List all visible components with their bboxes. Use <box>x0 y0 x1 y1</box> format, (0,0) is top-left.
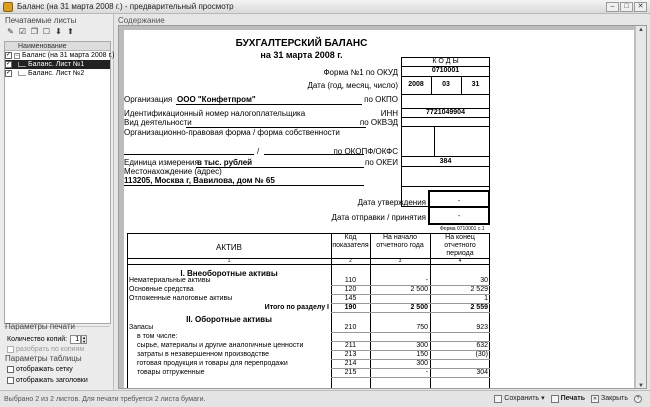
grid-line <box>401 166 490 167</box>
grid-line <box>428 207 490 208</box>
address-label: Местонахождение (адрес) <box>124 167 222 176</box>
okei-label: по ОКЕИ <box>365 158 398 167</box>
row-code: 210 <box>344 324 357 331</box>
row-name: Основные средства <box>129 286 194 293</box>
tree-connector <box>18 71 26 76</box>
show-grid-label: отображать сетку <box>16 366 73 373</box>
tree-item-checkbox[interactable]: ✓ <box>6 70 12 76</box>
row-name: готовая продукция и товары для перепродажи <box>137 360 288 367</box>
col-header-end: На конец отчетного периода <box>444 234 476 257</box>
row-name: в том числе: <box>137 333 178 340</box>
vertical-scrollbar[interactable] <box>635 26 646 389</box>
grid-line <box>434 126 435 156</box>
col-number: 4 <box>458 258 462 264</box>
okved-label: по ОКВЭД <box>359 118 398 127</box>
copy-icon[interactable]: ❐ <box>30 27 39 36</box>
printer-icon <box>551 395 559 403</box>
okopf-label: по ОКОПФ/ОКФС <box>333 147 398 156</box>
date-year: 2008 <box>408 81 424 88</box>
tree-connector <box>18 62 26 67</box>
tree-item-sheet-2[interactable] <box>5 69 110 78</box>
okpo-label: по ОКПО <box>364 95 398 104</box>
row-start: 750 <box>416 324 428 331</box>
row-end: 632 <box>476 342 488 349</box>
collate-checkbox[interactable] <box>7 346 14 353</box>
list-header-name[interactable]: Наименование <box>5 42 110 51</box>
tree-item-label: Баланс. Лист №1 <box>28 61 85 68</box>
scroll-down-icon[interactable]: ▼ <box>638 383 644 389</box>
row-end: 2 559 <box>470 304 488 311</box>
legal-form-slash: / <box>257 147 260 156</box>
move-up-icon[interactable]: ⬆ <box>67 27 74 36</box>
document-page <box>124 30 634 389</box>
unit-label: Единица измерения <box>124 158 199 167</box>
date-day: 31 <box>471 81 480 88</box>
row-name: Отложенные налоговые активы <box>129 295 233 302</box>
grid-line <box>401 156 490 157</box>
row-start: 150 <box>416 351 428 358</box>
save-label: Сохранить <box>504 395 540 402</box>
tree-item-checkbox[interactable]: ✓ <box>6 52 12 58</box>
approval-value: - <box>457 198 461 205</box>
show-grid-checkbox[interactable] <box>7 366 14 373</box>
row-start: 300 <box>416 342 428 349</box>
section-2-title: II. Оборотные активы <box>186 315 272 324</box>
row-name: затраты в незавершенном производстве <box>137 351 270 358</box>
row-end: 304 <box>476 369 488 376</box>
row-code: 211 <box>344 342 357 349</box>
form-label: Форма №1 по ОКУД <box>323 68 398 77</box>
edit-icon[interactable]: ✎ <box>7 27 14 36</box>
row-start: 2 500 <box>410 286 428 293</box>
row-code: 190 <box>344 304 357 311</box>
inn-value: 7721049904 <box>426 109 465 116</box>
tree-item-sheet-1[interactable] <box>5 60 110 69</box>
left-panel <box>0 14 114 390</box>
close-window-button[interactable]: ✕ <box>634 2 647 12</box>
activity-label: Вид деятельности <box>124 118 192 127</box>
row-code: 213 <box>344 351 357 358</box>
minimize-button[interactable]: – <box>606 2 619 12</box>
close-label: Закрыть <box>601 395 628 402</box>
print-label: Печать <box>560 395 586 402</box>
collapse-icon[interactable]: − <box>15 52 19 59</box>
show-headers-checkbox[interactable] <box>7 377 14 384</box>
sheets-section-label: Печатаемые листы <box>5 16 77 25</box>
window-title: Баланс (на 31 марта 2008 г.) - предварительный просмотр <box>17 2 234 11</box>
section-1-title: I. Внеоборотные активы <box>180 269 278 278</box>
row-end: 1 <box>484 295 488 302</box>
show-grid-row <box>7 366 73 373</box>
org-name: ООО "Конфетпром" <box>177 95 256 104</box>
grid-line <box>401 126 490 127</box>
approval-label: Дата утверждения <box>357 198 426 207</box>
check-all-icon[interactable]: ☑ <box>18 27 27 36</box>
print-preview[interactable] <box>118 25 647 389</box>
form-code: 0710001 <box>431 67 460 74</box>
row-line <box>331 377 490 378</box>
row-name: товары отгруженные <box>137 369 205 376</box>
app-icon <box>3 2 13 12</box>
tree-item-label: Баланс. Лист №2 <box>28 70 85 77</box>
help-icon: ? <box>634 395 642 403</box>
row-code: 120 <box>344 286 357 293</box>
col-number: 3 <box>398 258 402 264</box>
collate-label: разобрать по копиям <box>16 346 85 353</box>
close-button[interactable] <box>591 393 628 405</box>
legal-form-underline <box>124 154 254 155</box>
col-header-asset: АКТИВ <box>216 243 242 252</box>
sheets-toolbar <box>5 27 76 38</box>
grid-line <box>401 117 490 118</box>
grid-line <box>401 186 490 187</box>
copies-input[interactable]: 1 <box>70 335 81 344</box>
col-number: 1 <box>227 258 231 264</box>
date-month: 03 <box>442 81 450 88</box>
tree-item-checkbox[interactable]: ✓ <box>6 61 12 67</box>
form-note: Форма 0710001 с.1 <box>440 226 485 232</box>
address-value: 113205, Москва г, Вавилова, дом № 65 <box>124 176 275 185</box>
row-end: 30 <box>480 277 488 284</box>
window-controls <box>606 2 647 12</box>
show-headers-row <box>7 377 88 384</box>
content-label: Содержание <box>118 16 165 25</box>
row-code: 214 <box>344 360 357 367</box>
col-header-start: На начало отчетного года <box>376 234 424 249</box>
status-bar <box>0 390 650 407</box>
row-end: 2 529 <box>470 286 488 293</box>
doc-subtitle: на 31 марта 2008 г. <box>260 50 343 60</box>
codes-box <box>401 57 490 207</box>
copies-label: Количество копий: <box>7 336 68 343</box>
scroll-up-icon[interactable]: ▲ <box>638 27 644 33</box>
move-down-icon[interactable]: ⬇ <box>55 27 62 36</box>
print-params-label: Параметры печати <box>5 322 75 331</box>
row-line <box>331 312 490 313</box>
col-number: 2 <box>349 258 352 264</box>
row-start: 2 500 <box>410 304 428 311</box>
inn-label: ИНН <box>380 109 398 118</box>
close-icon: ✕ <box>592 396 598 402</box>
chevron-down-icon: ▾ <box>541 395 545 402</box>
copies-spinner[interactable]: ▲ ▼ <box>82 335 87 344</box>
help-button[interactable] <box>634 393 644 405</box>
maximize-button[interactable]: □ <box>620 2 633 12</box>
row-name: Нематериальные активы <box>129 277 211 284</box>
row-start: - <box>425 277 428 284</box>
doc-title: БУХГАЛТЕРСКИЙ БАЛАНС <box>235 38 368 49</box>
table-params-label: Параметры таблицы <box>5 354 82 363</box>
row-code: 215 <box>344 369 357 376</box>
row-end: (30) <box>475 351 488 358</box>
org-label: Организация <box>124 95 173 104</box>
row-name: Итого по разделу I <box>264 304 329 311</box>
row-code: 110 <box>344 277 357 284</box>
collate-row <box>7 346 84 353</box>
row-line <box>331 332 490 333</box>
col-header-code: Код показателя <box>332 234 369 249</box>
row-start: 300 <box>416 360 428 367</box>
grid-line <box>401 76 490 77</box>
copies-row <box>7 335 87 344</box>
org-underline <box>176 104 362 105</box>
legal-form-label: Организационно-правовая форма / форма собственности <box>124 128 340 137</box>
inn-label-left: Идентификационный номер налогоплательщика <box>124 109 306 118</box>
sent-label: Дата отправки / принятия <box>331 213 426 222</box>
row-start: - <box>425 369 428 376</box>
grid-line <box>401 94 490 95</box>
status-text: Выбрано 2 из 2 листов. Для печати требуется 2 листа бумаги. <box>4 395 206 403</box>
row-name: Запасы <box>129 324 154 331</box>
row-name: сырье, материалы и другие аналогичные ценности <box>137 342 304 349</box>
print-button[interactable] <box>551 393 585 405</box>
uncheck-all-icon[interactable]: ☐ <box>42 27 51 36</box>
unit-value: в тыс. рублей <box>197 158 253 167</box>
ownership-underline <box>264 154 364 155</box>
tree-item-label: Баланс (на 31 марта 2008 г.) <box>22 52 115 59</box>
grid-line <box>127 264 490 265</box>
date-label: Дата (год, месяц, число) <box>307 81 398 90</box>
tree-item-balance[interactable] <box>5 51 115 60</box>
sent-value: - <box>457 213 461 220</box>
row-end: 923 <box>476 324 488 331</box>
row-code: 145 <box>344 295 357 302</box>
show-headers-label: отображать заголовки <box>16 377 88 384</box>
sheets-list[interactable] <box>4 41 115 324</box>
okei-value: 384 <box>439 158 452 165</box>
codes-header: К О Д Ы <box>432 58 459 65</box>
save-button[interactable] <box>494 393 544 405</box>
title-bar <box>0 0 650 14</box>
address-underline <box>124 185 364 186</box>
floppy-icon <box>494 395 502 403</box>
